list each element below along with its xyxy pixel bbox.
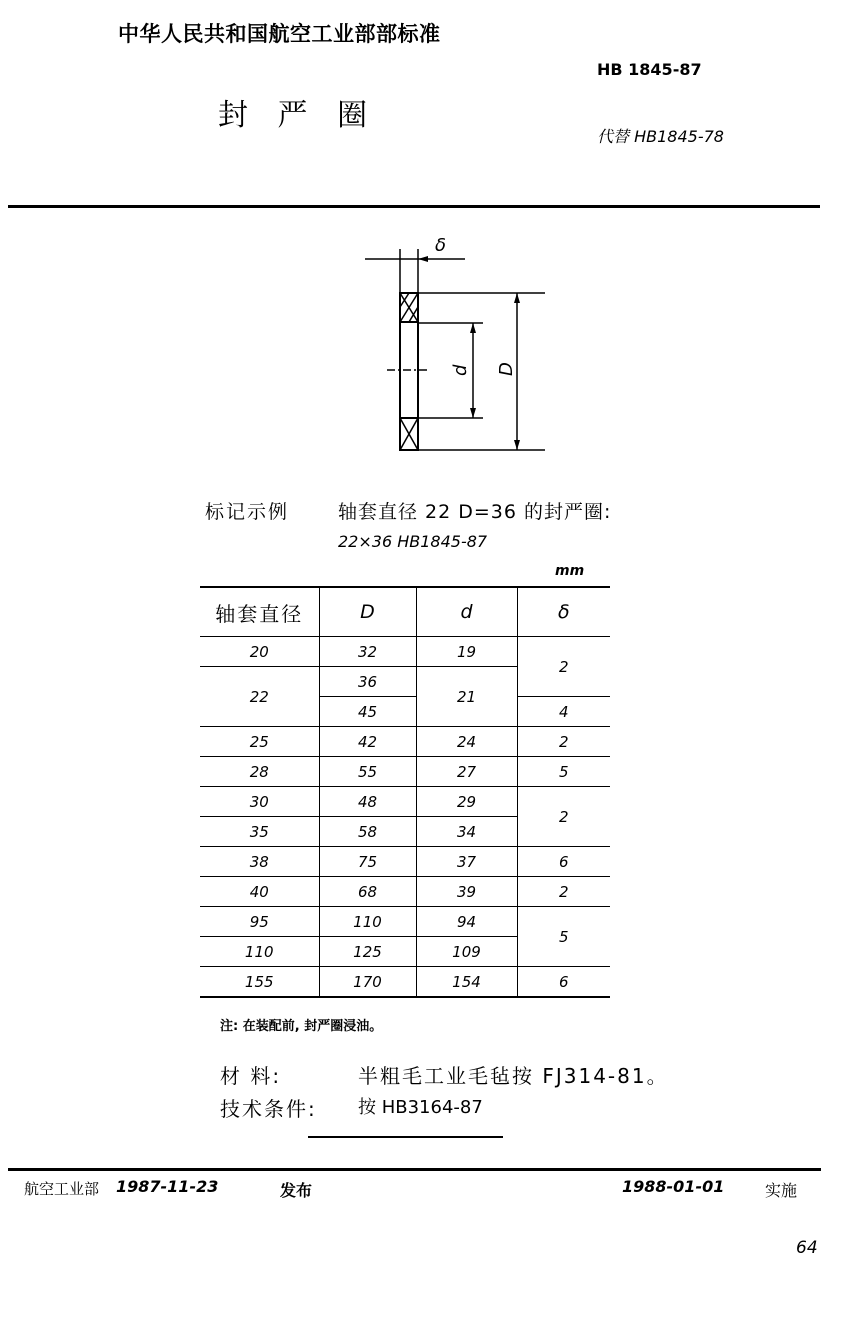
cell-d: 39 — [416, 877, 517, 907]
marking-example-label: 标记示例 — [205, 501, 290, 523]
table-row — [200, 967, 610, 998]
cell-d: 34 — [416, 817, 517, 847]
cell-d: 37 — [416, 847, 517, 877]
effective-label: 实施 — [765, 1181, 798, 1200]
cell-shaft: 38 — [200, 847, 319, 877]
cell-delta: 4 — [517, 697, 610, 727]
cell-delta: 6 — [517, 847, 610, 877]
D-label: D — [496, 362, 517, 376]
dimension-table — [200, 586, 610, 998]
cell-D: 55 — [319, 757, 416, 787]
note: 注: 在装配前, 封严圈浸油。 — [220, 1019, 383, 1034]
tech-conditions-label: 技术条件: — [220, 1097, 317, 1121]
cell-delta: 5 — [517, 907, 610, 967]
cell-d: 24 — [416, 727, 517, 757]
table-row — [200, 757, 610, 787]
cell-shaft: 110 — [200, 937, 319, 967]
table-row — [200, 787, 610, 817]
header-rule — [8, 205, 820, 208]
issue-date: 1987-11-23 — [116, 1177, 219, 1196]
cell-D: 75 — [319, 847, 416, 877]
delta-label: δ — [435, 235, 447, 256]
cell-delta: 5 — [517, 757, 610, 787]
cell-delta: 2 — [517, 637, 610, 697]
cell-shaft: 20 — [200, 637, 319, 667]
cell-shaft: 30 — [200, 787, 319, 817]
cell-shaft: 40 — [200, 877, 319, 907]
header-D: D — [319, 587, 416, 637]
cell-shaft: 25 — [200, 727, 319, 757]
seal-ring-drawing — [355, 235, 555, 455]
cell-delta: 2 — [517, 877, 610, 907]
page-number: 64 — [796, 1238, 818, 1258]
material-value: 半粗毛工业毛毡按 FJ314-81。 — [358, 1064, 669, 1088]
cell-D: 125 — [319, 937, 416, 967]
cell-D: 110 — [319, 907, 416, 937]
cell-D: 58 — [319, 817, 416, 847]
table-row — [200, 877, 610, 907]
effective-date: 1988-01-01 — [622, 1177, 725, 1196]
standard-number-text: HB 1845-87 — [597, 60, 702, 79]
table-row — [200, 727, 610, 757]
cell-delta: 6 — [517, 967, 610, 998]
cell-delta: 2 — [517, 787, 610, 847]
cell-delta: 2 — [517, 727, 610, 757]
cell-d: 29 — [416, 787, 517, 817]
cell-d: 21 — [416, 667, 517, 727]
marking-example-text: 轴套直径 22 D=36 的封严圈: — [338, 501, 612, 523]
cell-d: 154 — [416, 967, 517, 998]
cell-shaft: 28 — [200, 757, 319, 787]
material-label: 材 料: — [220, 1064, 282, 1088]
issued-label: 发布 — [280, 1181, 313, 1200]
cell-D: 42 — [319, 727, 416, 757]
d-label: d — [450, 364, 471, 376]
cell-d: 27 — [416, 757, 517, 787]
cell-d: 19 — [416, 637, 517, 667]
cell-D: 32 — [319, 637, 416, 667]
cell-shaft: 22 — [200, 667, 319, 727]
cell-D: 36 — [319, 667, 416, 697]
table-row — [200, 637, 610, 667]
tech-conditions-value: 按 HB3164-87 — [358, 1097, 483, 1118]
cell-shaft: 95 — [200, 907, 319, 937]
standard-number — [597, 60, 702, 79]
header-shaft-diameter: 轴套直径 — [200, 587, 319, 637]
cell-shaft: 155 — [200, 967, 319, 998]
header-d: d — [416, 587, 517, 637]
table-header-row — [200, 587, 610, 637]
table-row — [200, 907, 610, 937]
unit-label: mm — [555, 563, 585, 579]
cell-d: 94 — [416, 907, 517, 937]
cell-D: 68 — [319, 877, 416, 907]
doc-title: 封 严 圈 — [218, 98, 378, 133]
cell-D: 45 — [319, 697, 416, 727]
cell-d: 109 — [416, 937, 517, 967]
end-rule — [308, 1136, 503, 1138]
marking-example-code: 22×36 HB1845-87 — [338, 532, 488, 551]
table-row — [200, 847, 610, 877]
cell-shaft: 35 — [200, 817, 319, 847]
cell-D: 48 — [319, 787, 416, 817]
footer-rule — [8, 1168, 821, 1171]
cell-D: 170 — [319, 967, 416, 998]
header-delta: δ — [517, 587, 610, 637]
replaces-standard: 代替 HB1845-78 — [597, 127, 724, 146]
org-title: 中华人民共和国航空工业部部标准 — [118, 22, 441, 46]
issuer: 航空工业部 — [24, 1180, 100, 1198]
